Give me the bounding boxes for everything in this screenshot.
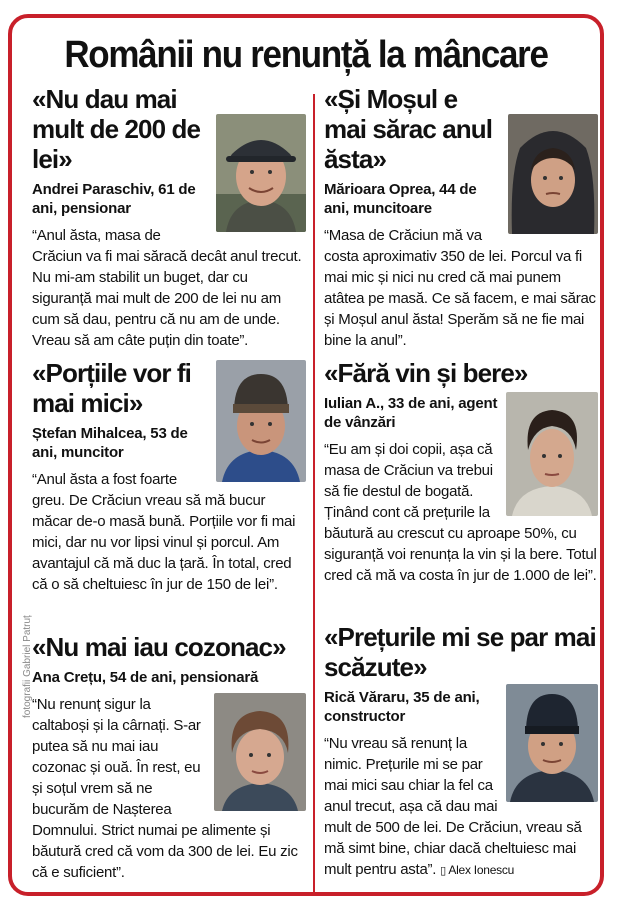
- person-name: Ștefan Mihalcea, 53 de ani, muncitor: [32, 425, 188, 461]
- person-name: Ana Crețu, 54 de ani, pensionară: [32, 669, 259, 686]
- quote-text: “Anul ăsta a fost foarte greu. De Crăciun vreau să mă bucur măcar de-o masă bună. Porțiile vor fi mai mici, dar nu vor lipsi vinul și porcul. Am avantajul că mă duc la țară. În total, cred că o să cheltuiesc în jur de 150 de lei”.: [32, 471, 296, 593]
- author-credit: [440, 863, 514, 877]
- quote-text: “Eu am și doi copii, așa că masa de Crăciun va trebui să fie destul de bogată. Ținând cont că prețurile la băutură au crescut cu aproape 50%, cu siguranță voi renunța la vin și la bere. Totul cred că mă va costa în jur de 1.000 de lei”.: [324, 441, 597, 584]
- woman-photo: [214, 693, 306, 811]
- quote-title: «Și Moșul e mai sărac anul ăsta»: [324, 84, 493, 174]
- author-mark-icon: ▯: [440, 865, 446, 877]
- person-name: Iulian A., 33 de ani, agent de vânzări: [324, 395, 498, 431]
- woman-with-hood-photo: [508, 114, 598, 234]
- headline: Românii nu renunță la mâncare: [64, 34, 548, 76]
- person-name: Rică Văraru, 35 de ani, constructor: [324, 689, 480, 725]
- author-name: Alex Ionescu: [448, 863, 515, 877]
- quote-title: «Porțiile vor fi mai mici»: [32, 358, 191, 418]
- quote-text-content: “Nu vreau să renunț la nimic. Prețurile mi se par mai mici sau chiar la fel ca anul trecut, așa că dau mai mult de 500 de lei. De Crăciun, vreau să mă simt bine, chiar dacă cheltuiesc mai mult pentru asta”.: [324, 735, 582, 878]
- man-with-dark-beanie-photo: [506, 684, 598, 802]
- quote-text: “Anul ăsta, masa de Crăciun va fi mai săracă decât anul trecut. Nu mi-am stabilit un buget, dar cu siguranță mai mult de 200 de lei nu am cum să dau, pentru că nu am de unde. Vreau să am câte puțin din toate”.: [32, 227, 302, 349]
- man-with-beanie-photo: [216, 360, 306, 482]
- young-man-photo: [506, 392, 598, 516]
- quote-title: «Prețurile mi se par mai scăzute»: [324, 622, 596, 682]
- quote-text: “Nu renunț sigur la caltaboși și la cârnați. S-ar putea să nu mai iau cozonac și ouă. În rest, eu și soțul vrem să ne bucurăm de Nașterea Domnului. Strict numai pe alimente și băutură cred că vom da 300 de lei. Eu zic că e suficient”.: [32, 696, 298, 881]
- quote-title: «Nu dau mai mult de 200 de lei»: [32, 84, 201, 174]
- person-name: Andrei Paraschiv, 61 de ani, pensionar: [32, 181, 196, 217]
- story-iulian: [324, 358, 598, 586]
- story-mihalcea: [32, 358, 306, 595]
- story-oprea: [324, 84, 598, 351]
- column-divider: [313, 94, 315, 894]
- story-paraschiv: [32, 84, 306, 351]
- man-with-cap-photo: [216, 114, 306, 232]
- quote-title: «Nu mai iau cozonac»: [32, 632, 286, 662]
- photo-credit: fotografii Gabriel Patruț: [22, 615, 33, 718]
- person-name: Mărioara Oprea, 44 de ani, muncitoare: [324, 181, 477, 217]
- quote-text: “Masa de Crăciun mă va costa aproximativ 350 de lei. Porcul va fi mai mic și nici nu cred că mai punem atâtea pe masă. Ce să facem, e mai sărac și Moșul anul ăsta! Sperăm să ne fie mai bine la anul”.: [324, 227, 596, 349]
- quote-title: «Fără vin și bere»: [324, 358, 528, 388]
- article-frame: [8, 14, 604, 896]
- story-varaaru: [324, 622, 598, 882]
- story-cretu: [32, 632, 306, 883]
